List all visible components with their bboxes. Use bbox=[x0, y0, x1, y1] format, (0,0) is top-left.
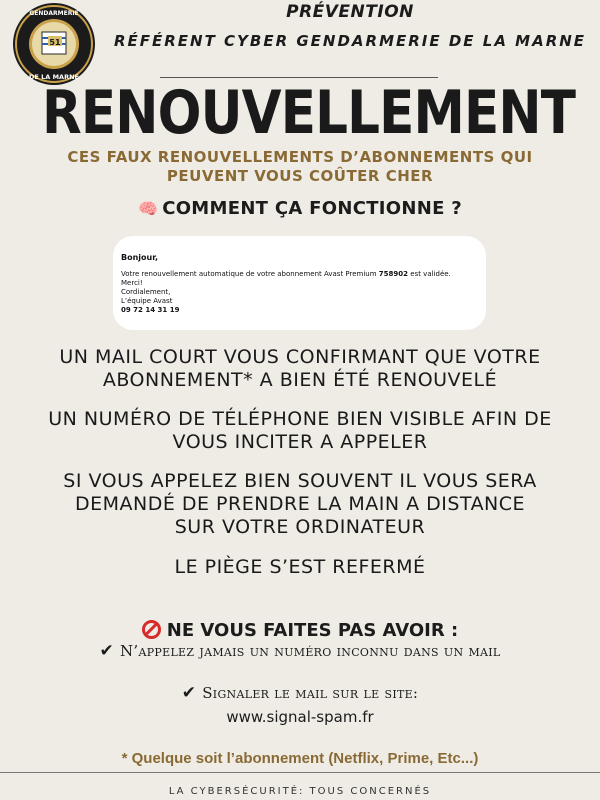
point-3-line-1: SI VOUS APPELEZ BIEN SOUVENT IL VOUS SERA bbox=[63, 470, 537, 492]
how-it-works-heading bbox=[0, 198, 600, 219]
signal-spam-link[interactable]: www.signal-spam.fr bbox=[226, 708, 374, 726]
svg-text:GENDARMERIE: GENDARMERIE bbox=[29, 10, 79, 17]
point-1-line-1: UN MAIL COURT VOUS CONFIRMANT QUE VOTRE bbox=[59, 346, 541, 368]
point-trap-closed: LE PIÈGE S’EST REFERMÉ bbox=[174, 556, 426, 578]
gendarmerie-seal-logo bbox=[12, 2, 96, 86]
point-remote-access bbox=[20, 470, 580, 539]
email-order-number: 758902 bbox=[378, 270, 409, 278]
tip-dont-call bbox=[0, 641, 600, 661]
point-2-line-2: VOUS INCITER A APPELER bbox=[172, 431, 428, 453]
kicker-prevention: PRÉVENTION bbox=[286, 2, 414, 22]
email-line-prefix: Votre renouvellement automatique de votre abonnement Avast Premium bbox=[121, 270, 379, 278]
checkmark-icon: ✔ bbox=[181, 683, 197, 703]
svg-text:51: 51 bbox=[49, 38, 61, 47]
point-short-mail bbox=[20, 346, 580, 392]
tip-2-text: Signaler le mail sur le site: bbox=[202, 684, 419, 702]
email-regards: Cordialement, bbox=[121, 288, 171, 296]
divider-bottom bbox=[0, 772, 600, 773]
email-signature: L’équipe Avast bbox=[121, 297, 173, 305]
svg-text:DE LA MARNE: DE LA MARNE bbox=[29, 73, 79, 81]
point-2-line-1: UN NUMÉRO DE TÉLÉPHONE BIEN VISIBLE AFIN DE bbox=[48, 408, 552, 430]
warning-heading bbox=[0, 620, 600, 641]
point-phone-number bbox=[20, 408, 580, 454]
footer-tagline: LA CYBERSÉCURITÉ: TOUS CONCERNÉS bbox=[168, 786, 432, 797]
prohibited-icon bbox=[142, 620, 161, 639]
tip-report bbox=[0, 683, 600, 703]
scam-email-example bbox=[113, 236, 486, 330]
referent-title: RÉFÉRENT CYBER GENDARMERIE DE LA MARNE bbox=[113, 32, 587, 50]
subtitle-line-1: CES FAUX RENOUVELLEMENTS D’ABONNEMENTS QUI bbox=[67, 148, 533, 166]
how-label: COMMENT ÇA FONCTIONNE ? bbox=[162, 198, 463, 219]
subtitle bbox=[40, 148, 560, 186]
point-1-line-2: ABONNEMENT* A BIEN ÉTÉ RENOUVELÉ bbox=[102, 369, 498, 391]
brain-icon: 🧠 bbox=[137, 199, 159, 218]
tip-1-text: N’appelez jamais un numéro inconnu dans un mail bbox=[119, 642, 501, 660]
warning-label: NE VOUS FAITES PAS AVOIR : bbox=[166, 620, 459, 641]
point-3-line-3: SUR VOTRE ORDINATEUR bbox=[174, 516, 426, 538]
checkmark-icon: ✔ bbox=[99, 641, 114, 661]
page-title: RENOUVELLEMENT bbox=[42, 78, 576, 148]
email-line-suffix: est validée. bbox=[408, 270, 451, 278]
subscription-note: * Quelque soit l’abonnement (Netflix, Prime, Etc...) bbox=[121, 750, 479, 767]
point-3-line-2: DEMANDÉ DE PRENDRE LA MAIN A DISTANCE bbox=[74, 493, 526, 515]
subtitle-line-2: PEUVENT VOUS COÛTER CHER bbox=[166, 167, 434, 185]
email-phone-number: 09 72 14 31 19 bbox=[121, 306, 180, 314]
email-thanks: Merci! bbox=[121, 279, 143, 287]
email-body-line bbox=[121, 270, 478, 279]
email-greeting: Bonjour, bbox=[121, 253, 159, 262]
